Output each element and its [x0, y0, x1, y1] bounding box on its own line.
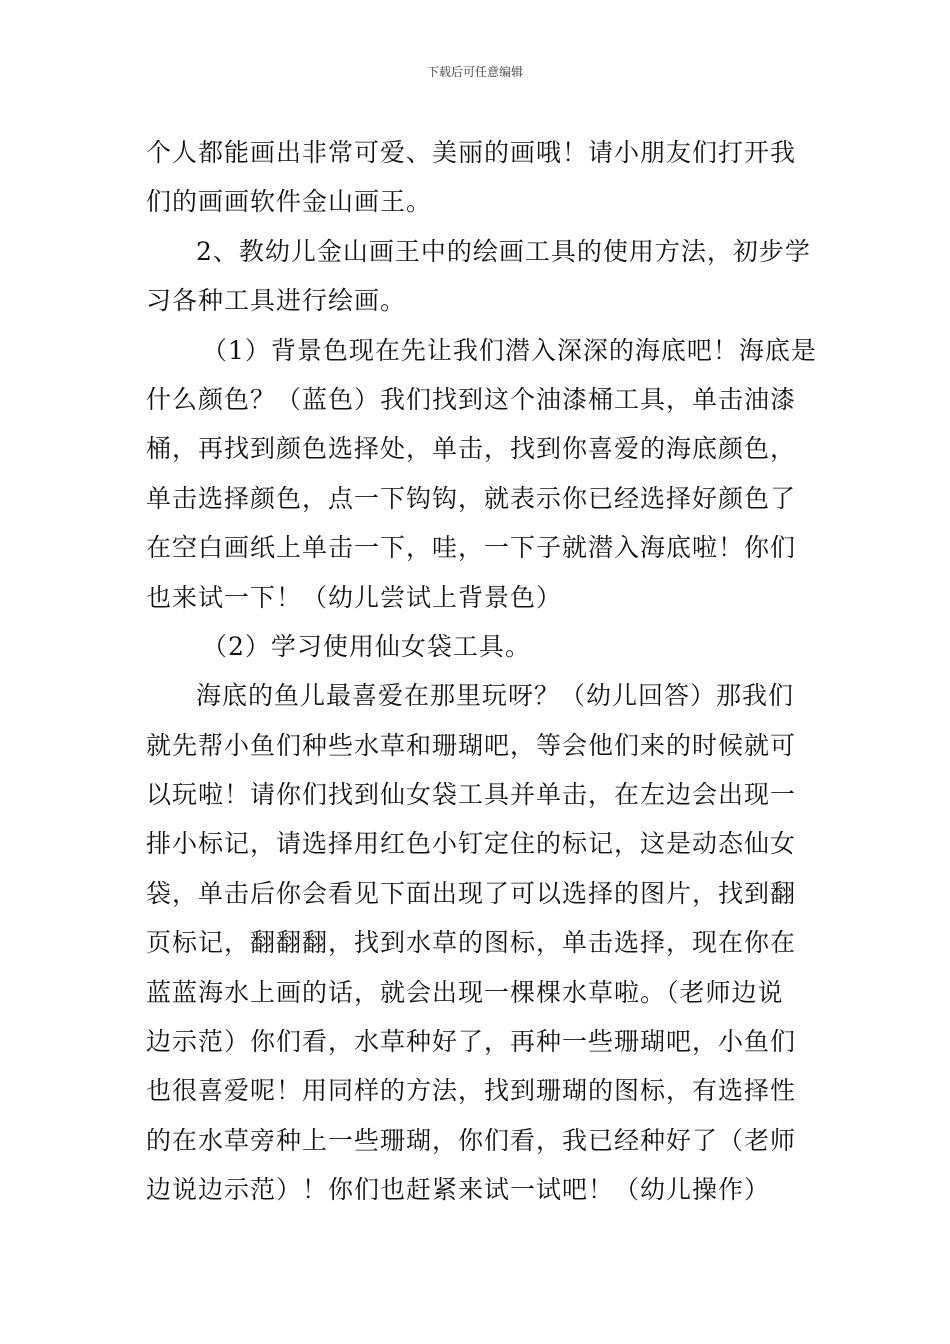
text-line: 边说边示范）！你们也赶紧来试一试吧！（幼儿操作） [146, 1175, 771, 1205]
text-line: 2、教幼儿金山画王中的绘画工具的使用方法，初步学 [196, 236, 811, 266]
body-text [146, 128, 816, 1215]
text-line: 以玩啦！请你们找到仙女袋工具并单击，在左边会出现一 [146, 780, 797, 810]
text-line: 海底的鱼儿最喜爱在那里玩呀？（幼儿回答）那我们 [196, 681, 795, 711]
text-line: （2）学习使用仙女袋工具。 [202, 631, 531, 661]
text-line: 蓝蓝海水上画的话，就会出现一棵棵水草啦。（老师边说 [146, 977, 784, 1007]
text-line: 桶，再找到颜色选择处，单击，找到你喜爱的海底颜色， [146, 434, 797, 464]
text-line: 也来试一下！（幼儿尝试上背景色） [146, 582, 563, 612]
text-line: 就先帮小鱼们种些水草和珊瑚吧，等会他们来的时候就可 [146, 730, 797, 760]
text-line: 个人都能画出非常可爱、美丽的画哦！请小朋友们打开我 [146, 138, 797, 167]
page-header: 下载后可任意编辑 [426, 65, 523, 79]
text-line: 也很喜爱呢！用同样的方法，找到珊瑚的图标，有选择性 [146, 1076, 797, 1106]
text-line: 什么颜色？（蓝色）我们找到这个油漆桶工具，单击油漆 [146, 384, 797, 414]
text-line: （1）背景色现在先让我们潜入深深的海底吧！海底是 [202, 335, 817, 365]
text-line: 习各种工具进行绘画。 [146, 286, 407, 316]
text-line: 页标记，翻翻翻，找到水草的图标，单击选择，现在你在 [146, 928, 797, 958]
text-line: 排小标记，请选择用红色小钉定住的标记，这是动态仙女 [146, 829, 797, 859]
text-line: 袋，单击后你会看见下面出现了可以选择的图片，找到翻 [146, 878, 797, 908]
text-line: 们的画画软件金山画王。 [146, 187, 433, 217]
text-line: 单击选择颜色，点一下钩钩，就表示你已经选择好颜色了 [146, 483, 797, 513]
text-line: 在空白画纸上单击一下，哇，一下子就潜入海底啦！你们 [146, 533, 797, 563]
text-line: 的在水草旁种上一些珊瑚，你们看，我已经种好了（老师 [146, 1125, 797, 1155]
text-line: 边示范）你们看，水草种好了，再种一些珊瑚吧，小鱼们 [146, 1027, 797, 1057]
